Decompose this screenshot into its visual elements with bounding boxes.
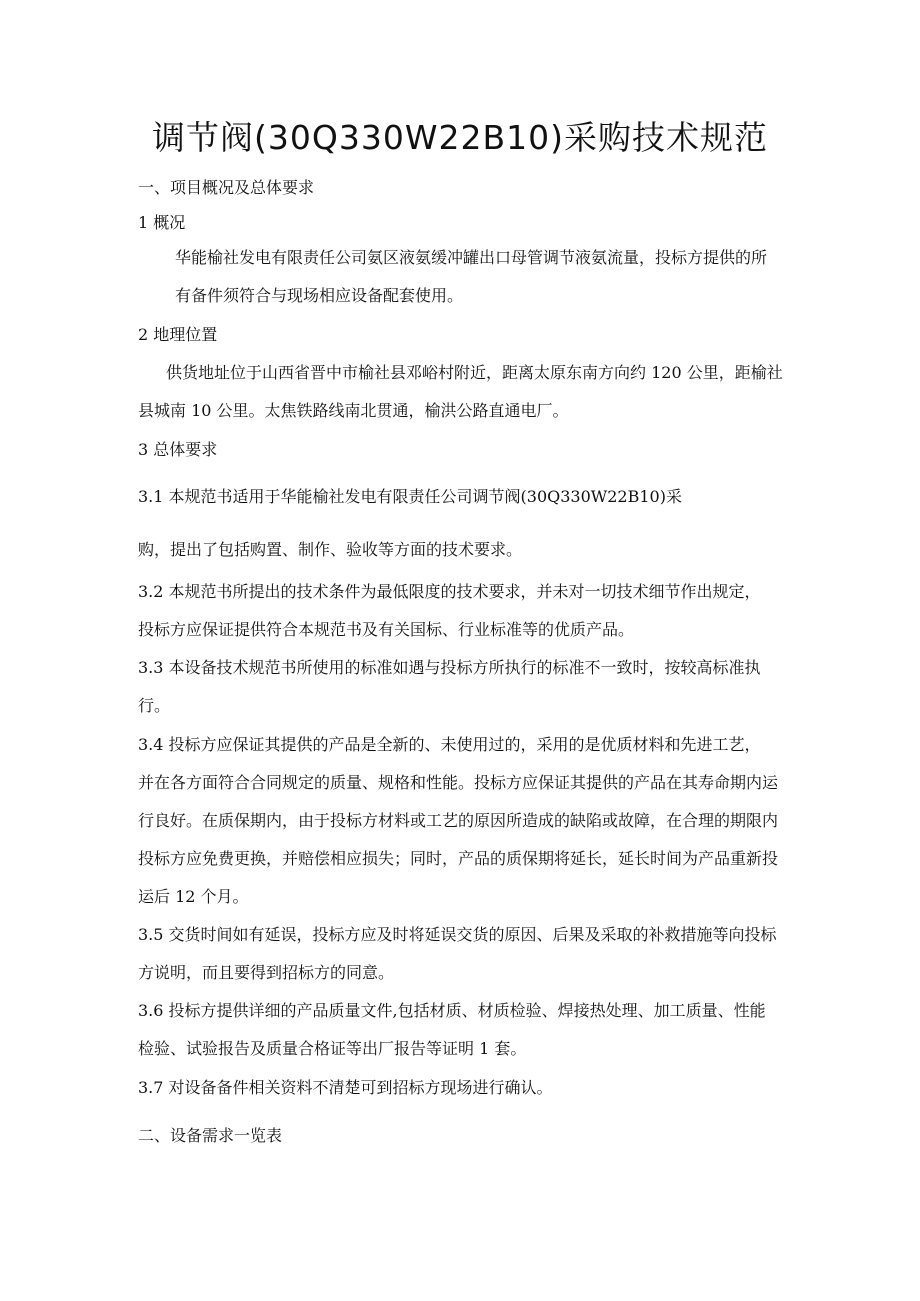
clause-3-4-line-3: 行良好。在质保期内，由于投标方材料或工艺的原因所造成的缺陷或故障，在合理的期限内 <box>138 811 779 830</box>
paragraph-2-line-2: 县城南 10 公里。太焦铁路线南北贯通，榆洪公路直通电厂。 <box>138 401 569 420</box>
paragraph-2-line-1: 供货地址位于山西省晋中市榆社县邓峪村附近，距离太原东南方向约 120 公里，距榆社 <box>166 363 783 382</box>
paragraph-1-line-1: 华能榆社发电有限责任公司氨区液氨缓冲罐出口母管调节液氨流量，投标方提供的所 <box>175 248 768 267</box>
clause-3-4-line-4: 投标方应免费更换，并赔偿相应损失；同时，产品的质保期将延长，延长时间为产品重新投 <box>138 849 779 868</box>
clause-3-3-line-2: 行。 <box>138 696 171 715</box>
subsection-1-heading: 1 概况 <box>138 213 186 232</box>
document-title: 调节阀(30Q330W22B10)采购技术规范 <box>152 118 768 157</box>
clause-3-4-line-2: 并在各方面符合合同规定的质量、规格和性能。投标方应保证其提供的产品在其寿命期内运 <box>138 773 779 792</box>
clause-3-1-line-1: 3.1 本规范书适用于华能榆社发电有限责任公司调节阀(30Q330W22B10)采 <box>138 487 682 506</box>
clause-3-3-line-1: 3.3 本设备技术规范书所使用的标准如遇与投标方所执行的标准不一致时，按较高标准执 <box>138 658 761 677</box>
clause-3-1-line-2: 购，提出了包括购置、制作、验收等方面的技术要求。 <box>138 540 523 559</box>
section-2-heading: 二、设备需求一览表 <box>138 1126 283 1145</box>
clause-3-7-line-1: 3.7 对设备备件相关资料不清楚可到招标方现场进行确认。 <box>138 1078 553 1097</box>
clause-3-4-line-1: 3.4 投标方应保证其提供的产品是全新的、未使用过的，采用的是优质材料和先进工艺， <box>138 735 761 754</box>
paragraph-1-line-2: 有备件须符合与现场相应设备配套使用。 <box>175 286 464 305</box>
clause-3-2-line-1: 3.2 本规范书所提出的技术条件为最低限度的技术要求，并未对一切技术细节作出规定， <box>138 582 761 601</box>
section-1-heading: 一、项目概况及总体要求 <box>138 178 315 197</box>
subsection-2-heading: 2 地理位置 <box>138 325 218 344</box>
clause-3-6-line-1: 3.6 投标方提供详细的产品质量文件,包括材质、材质检验、焊接热处理、加工质量、性能 <box>138 1001 766 1020</box>
clause-3-5-line-1: 3.5 交货时间如有延误，投标方应及时将延误交货的原因、后果及采取的补救措施等向投标 <box>138 925 777 944</box>
clause-3-5-line-2: 方说明，而且要得到招标方的同意。 <box>138 963 395 982</box>
clause-3-2-line-2: 投标方应保证提供符合本规范书及有关国标、行业标准等的优质产品。 <box>138 620 635 639</box>
clause-3-4-line-5: 运后 12 个月。 <box>138 887 249 906</box>
clause-3-6-line-2: 检验、试验报告及质量合格证等出厂报告等证明 1 套。 <box>138 1039 527 1058</box>
subsection-3-heading: 3 总体要求 <box>138 440 218 459</box>
